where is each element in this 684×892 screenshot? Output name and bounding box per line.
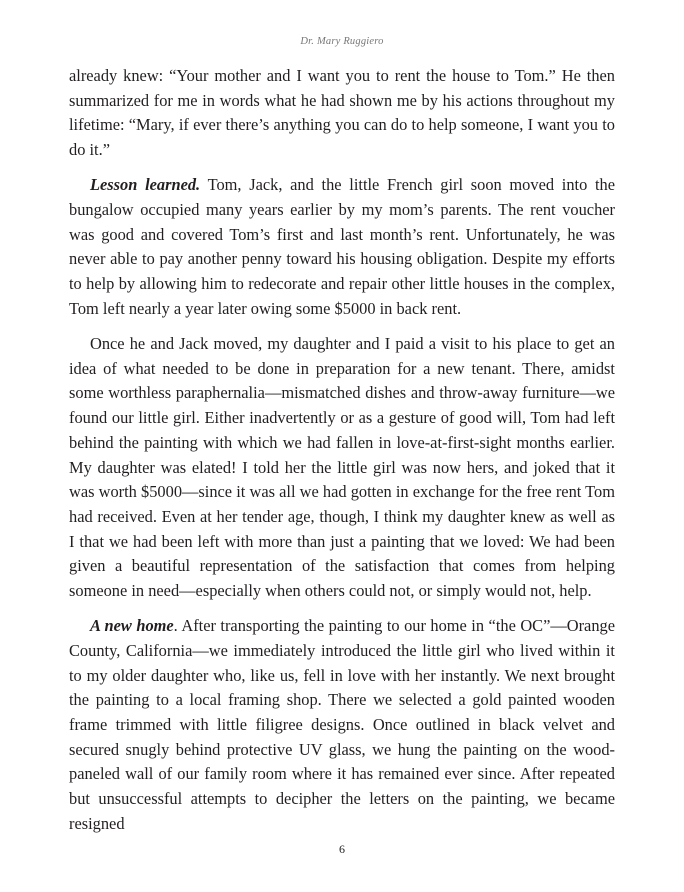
- page-number: 6: [339, 842, 345, 856]
- paragraph-1: [69, 64, 615, 163]
- paragraph-3: [69, 332, 615, 604]
- paragraph-lead-in: Lesson learned.: [90, 175, 201, 195]
- paragraph-text: Tom, Jack, and the little French girl soon moved into the bungalow occupied many years earlier by my mom’s parents. The rent voucher was good and covered Tom’s first and last month’s rent. Unfortunately, he was never able to pay another penny toward his housing obligation. Despite my efforts to help by allowing him to redecorate and repair other little houses in the complex, Tom left nearly a year later owing some $5000 in back rent.: [69, 175, 616, 318]
- paragraph-2: [69, 173, 615, 321]
- running-header-author: Dr. Mary Ruggiero: [300, 36, 384, 47]
- body-text: [69, 64, 615, 837]
- paragraph-text: already knew: “Your mother and I want you to rent the house to Tom.” He then summarized for me in words what he had shown me by his actions throughout my lifetime: “Mary, if ever there’s anything you can do to help someone, I want you to do it.”: [69, 66, 615, 160]
- paragraph-lead-in: A new home: [90, 616, 174, 636]
- paragraph-text: . After transporting the painting to our home in “the OC”—Orange County, California—we immediately introduced the little girl who lived within it to my older daughter who, like us, fell in love with her instantly. We next brought the painting to a local framing shop. There we selected a gold painted wooden frame trimmed with little filigree designs. Once outlined in black velvet and secured snugly behind protective UV glass, we hung the painting on the wood-paneled wall of our family room where it has remained ever since. After repeated but unsuccessful attempts to decipher the letters on the painting, we became resigned: [69, 616, 615, 833]
- paragraph-text: Once he and Jack moved, my daughter and I paid a visit to his place to get an idea of what needed to be done in preparation for a new tenant. There, amidst some worthless paraphernalia—mismatched dishes and throw-away furniture—we found our little girl. Either inadvertently or as a gesture of good will, Tom had left behind the painting with which we had fallen in love-at-first-sight months earlier. My daughter was elated! I told her the little girl was now hers, and joked that it was worth $5000—since it was all we had gotten in exchange for the free rent Tom had received. Even at her tender age, though, I think my daughter knew as well as I that we had been left with more than just a painting that we loved: We had been given a beautiful representation of the satisfaction that comes from helping someone in need—especially when others could not, or simply would not, help.: [69, 334, 615, 601]
- paragraph-4: [69, 614, 615, 836]
